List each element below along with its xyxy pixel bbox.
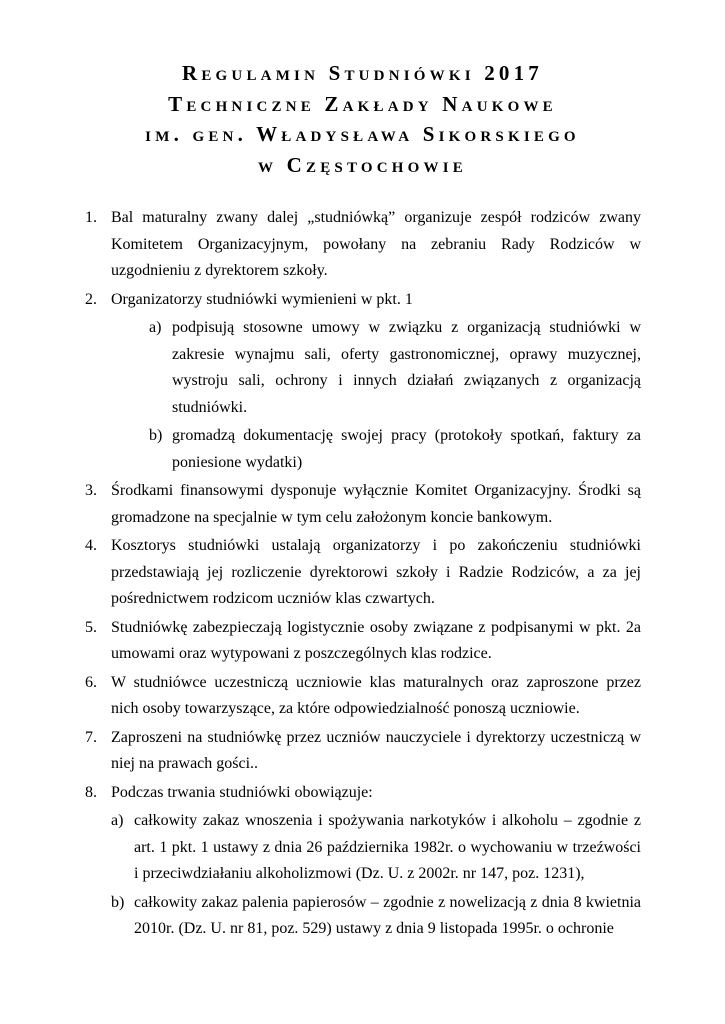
title-line-4: w Częstochowie — [258, 152, 467, 177]
item-text: Bal maturalny zwany dalej „studniówką” organizuje zespół rodziców zwany Komitetem Organizacyjnym, powołany na zebraniu Rady Rodziców w uzgodnieniu z dyrektorem szkoły. — [111, 209, 641, 279]
item-text: Studniówkę zabezpieczają logistycznie osoby związane z podpisanymi w pkt. 2a umowami oraz wytypowani z poszczególnych klas rodzice. — [111, 618, 641, 662]
item-text: W studniówce uczestniczą uczniowie klas maturalnych oraz zaproszone przez nich osoby towarzyszące, za które odpowiedzialność ponoszą uczniowie. — [111, 673, 641, 717]
document-title — [0, 58, 725, 180]
item-number: 3. — [85, 482, 97, 499]
title-line-2: Techniczne Zakłady Naukowe — [168, 91, 557, 116]
title-line-1: Regulamin Studniówki 2017 — [181, 61, 544, 85]
title-line-3: im. gen. Władysława Sikorskiego — [145, 122, 580, 146]
item-number: 4. — [85, 537, 97, 554]
list-item-6 — [85, 670, 641, 723]
item-text: Środkami finansowymi dysponuje wyłącznie Komitet Organizacyjny. Środki są gromadzone na specjalnie w tym celu założonym koncie bankowym. — [111, 482, 641, 526]
sub-item-text: całkowity zakaz palenia papierosów – zgodnie z nowelizacją z dnia 8 kwietnia 2010r. (Dz. U. nr 81, poz. 529) ustawy z dnia 9 listopada 1995r. o ochronie — [134, 893, 641, 937]
sub-item-text: całkowity zakaz wnoszenia i spożywania narkotyków i alkoholu – zgodnie z art. 1 pkt. 1 ustawy z dnia 26 października 1982r. o wychowaniu w trzeźwości i przeciwdziałaniu alkoholizmowi (Dz. U. z 2002r. nr 147, poz. 1231), — [134, 812, 641, 882]
sub-item-8a — [111, 808, 641, 888]
item-text: Organizatorzy studniówki wymienieni w pkt. 1 — [111, 290, 413, 308]
item-number: 8. — [85, 783, 97, 801]
item-text: Zaproszeni na studniówkę przez uczniów nauczyciele i dyrektorzy uczestniczą w niej na prawach gości.. — [111, 728, 641, 772]
sub-item-text: podpisują stosowne umowy w związku z organizacją studniówki w zakresie wynajmu sali, oferty gastronomicznej, oprawy muzycznej, wystroju sali, ochrony i innych działań związanych z organizacją studniówki. — [172, 319, 641, 416]
sub-item-letter: a) — [149, 319, 162, 336]
item-number: 2. — [85, 290, 97, 308]
sub-item-letter: b) — [149, 427, 163, 444]
sub-item-2a — [149, 315, 641, 421]
list-item-5 — [85, 615, 641, 668]
list-item-7 — [85, 725, 641, 778]
list-item-3 — [85, 478, 641, 531]
sub-list — [111, 808, 641, 943]
sub-item-2b — [149, 423, 641, 476]
sub-item-letter: b) — [111, 893, 125, 911]
sub-item-letter: a) — [111, 812, 124, 829]
item-number: 6. — [85, 673, 97, 691]
sub-list — [149, 315, 641, 476]
list-item-2 — [85, 287, 641, 477]
sub-item-text: gromadzą dokumentację swojej pracy (protokoły spotkań, faktury za poniesione wydatki) — [172, 427, 641, 471]
list-item-8 — [85, 780, 641, 943]
list-item-1 — [85, 205, 641, 285]
item-number: 1. — [85, 209, 97, 226]
item-text: Kosztorys studniówki ustalają organizatorzy i po zakończeniu studniówki przedstawiają jej rozliczenie dyrektorowi szkoły i Radzie Rodziców, a za jej pośrednictwem rodzicom uczniów klas czwartych. — [111, 537, 641, 607]
sub-item-8b — [111, 890, 641, 943]
item-text: Podczas trwania studniówki obowiązuje: — [111, 783, 373, 801]
item-number: 5. — [85, 618, 97, 636]
regulation-list — [85, 205, 641, 945]
item-number: 7. — [85, 728, 97, 746]
list-item-4 — [85, 533, 641, 613]
